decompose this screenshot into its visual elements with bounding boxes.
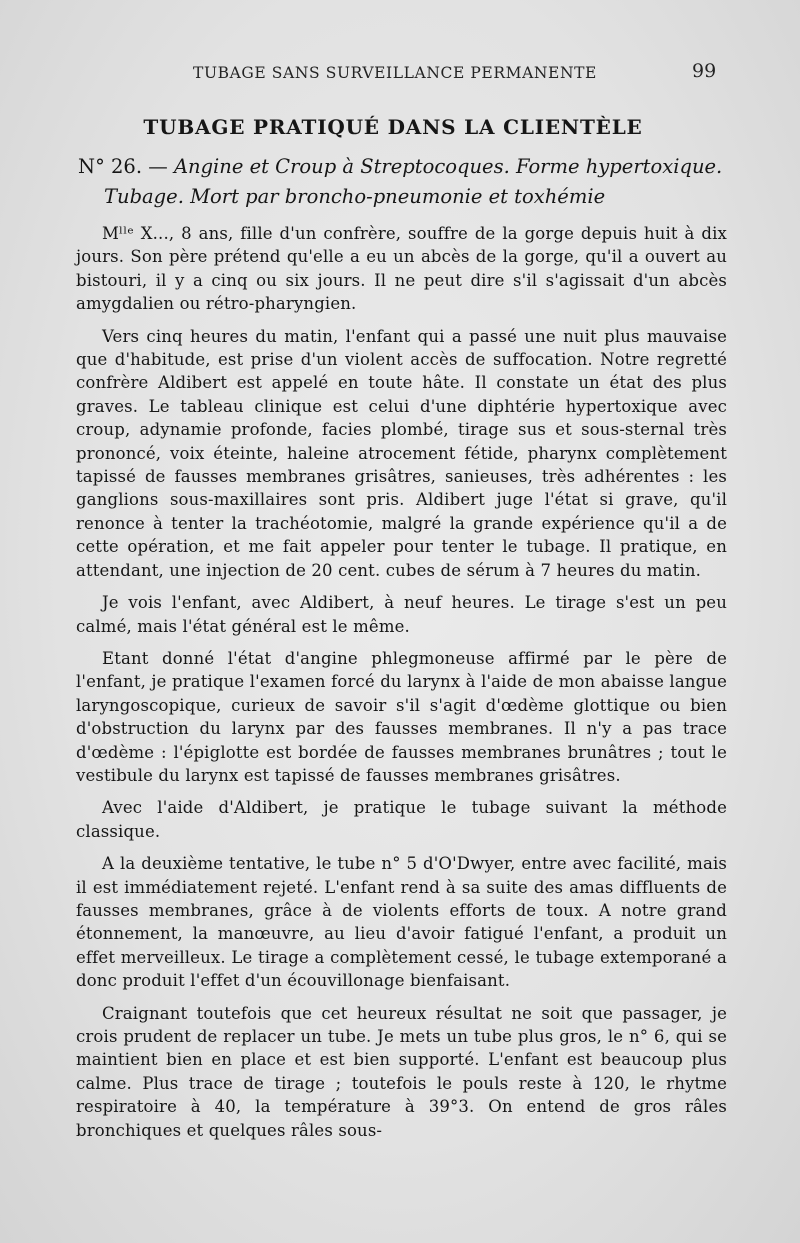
- paragraph-5: Avec l'aide d'Aldibert, je pratique le tubage suivant la méthode classique.: [76, 798, 727, 841]
- paragraph-3: Je vois l'enfant, avec Aldibert, à neuf heures. Le tirage s'est un peu calmé, mais l'état général est le même.: [76, 593, 727, 636]
- paragraph-4: Etant donné l'état d'angine phlegmoneuse affirmé par le père de l'enfant, je pratique l'examen forcé du larynx à l'aide de mon abaisse langue laryngoscopique, curieux de savoir s'il s'agit d'œdème glottique ou bien d'obstruction du larynx par des fausses membranes. Il n'y a pas trace d'œdème : l'épiglotte est bordée de fausses membranes brunâtres ; tout le vestibule du larynx est tapissé de fausses membranes grisâtres.: [76, 648, 727, 785]
- paragraph-7: Craignant toutefois que cet heureux résultat ne soit que passager, je crois prudent de replacer un tube. Je mets un tube plus gros, le n° 6, qui se maintient bien en place et est bien supporté. L'enfant est beaucoup plus calme. Plus trace de tirage ; toutefois le pouls reste à 120, le rhytme respiratoire à 40, la température à 39°3. On entend de gros râles bronchiques et quelques râles sous-: [76, 1003, 727, 1140]
- case-number: N° 26. —: [78, 155, 168, 178]
- page-number: 99: [692, 60, 717, 82]
- body-text: [76, 222, 727, 1151]
- case-heading-line-1: [78, 152, 738, 182]
- paragraph-1: Mˡˡᵉ X..., 8 ans, fille d'un confrère, souffre de la gorge depuis huit à dix jours. Son père prétend qu'elle a eu un abcès de la gorge, qu'il a ouvert au bistouri, il y a cinq ou six jours. Il ne peut dire s'il s'agissait d'un abcès amygdalien ou rétro-pharyngien.: [76, 224, 727, 314]
- case-title-line-2: Tubage. Mort par broncho-pneumonie et toxhémie: [104, 185, 606, 208]
- case-heading: [78, 152, 738, 212]
- section-title: TUBAGE PRATIQUÉ DANS LA CLIENTÈLE: [143, 115, 643, 139]
- case-title-line-1: Angine et Croup à Streptocoques. Forme hypertoxique.: [173, 155, 723, 178]
- running-head: TUBAGE SANS SURVEILLANCE PERMANENTE: [193, 64, 597, 82]
- paragraph-6: A la deuxième tentative, le tube n° 5 d'O'Dwyer, entre avec facilité, mais il est immédiatement rejeté. L'enfant rend à sa suite des amas diffluents de fausses membranes, grâce à de violents efforts de toux. A notre grand étonnement, la manœuvre, au lieu d'avoir fatigué l'enfant, a produit un effet merveilleux. Le tirage a complètement cessé, le tubage extemporané a donc produit l'effet d'un écouvillonage bienfaisant.: [76, 854, 727, 991]
- case-heading-line-2: [78, 182, 738, 212]
- paragraph-2: Vers cinq heures du matin, l'enfant qui a passé une nuit plus mauvaise que d'habitude, est prise d'un violent accès de suffocation. Notre regretté confrère Aldibert est appelé en toute hâte. Il constate un état des plus graves. Le tableau clinique est celui d'une diphtérie hypertoxique avec croup, adynamie profonde, facies plombé, tirage sus et sous-sternal très prononcé, voix éteinte, haleine atrocement fétide, pharynx complètement tapissé de fausses membranes grisâtres, sanieuses, très adhérentes : les ganglions sous-maxillaires sont pris. Aldibert juge l'état si grave, qu'il renonce à tenter la trachéotomie, malgré la grande expérience qu'il a de cette opération, et me fait appeler pour tenter le tubage. Il pratique, en attendant, une injection de 20 cent. cubes de sérum à 7 heures du matin.: [76, 326, 727, 580]
